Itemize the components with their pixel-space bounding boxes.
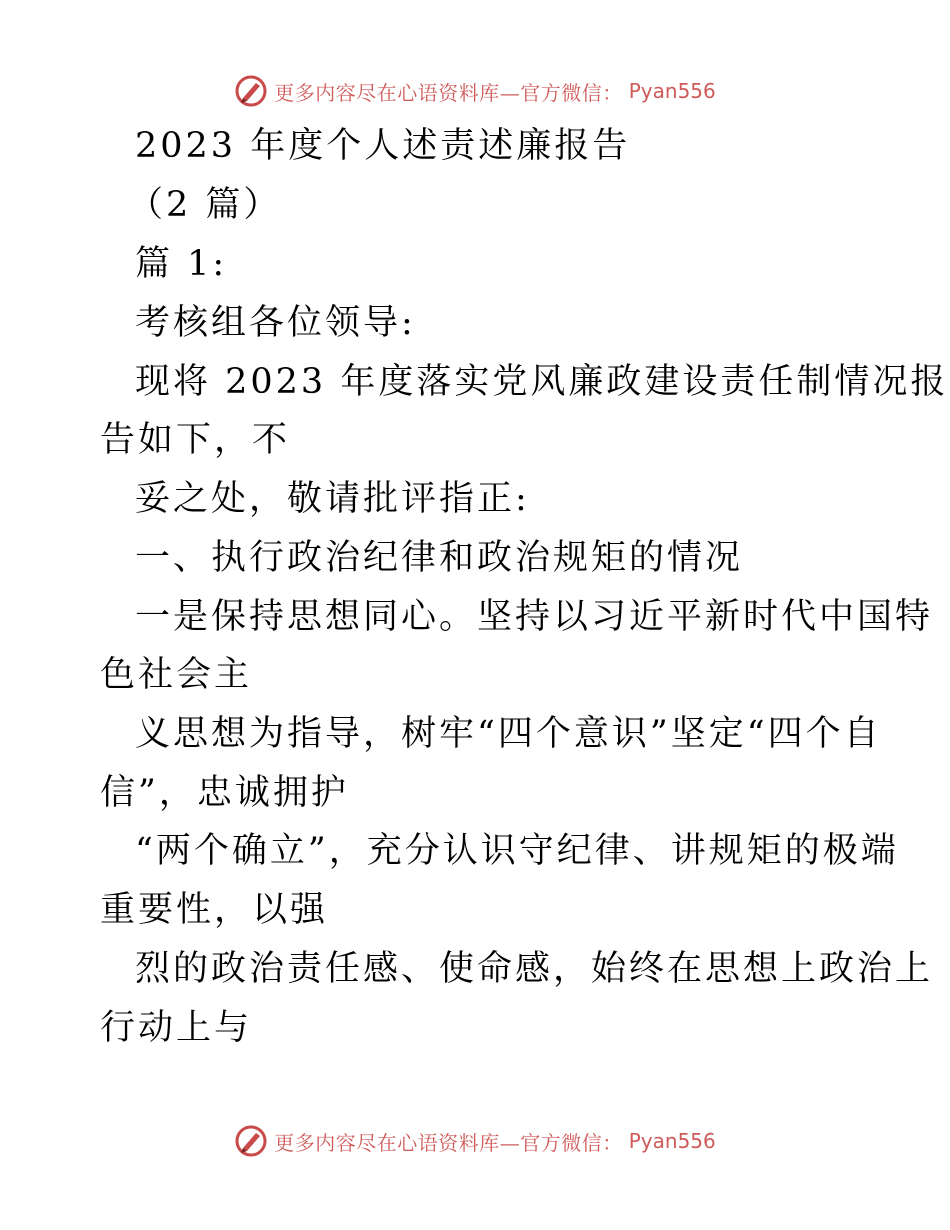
pen-circle-logo-icon	[234, 1124, 268, 1158]
paragraph-line: 行动上与	[100, 1008, 253, 1048]
watermark-wechat-id: Pyan556	[628, 79, 716, 103]
salutation: 考核组各位领导:	[135, 303, 416, 343]
paragraph-line: 妥之处，敬请批评指正:	[135, 479, 530, 519]
paragraph-line: 义思想为指导，树牢“四个意识”坚定“四个自	[135, 714, 882, 754]
paragraph-line: 重要性，以强	[100, 890, 329, 930]
paragraph-line: “两个确立”，充分认识守纪律、讲规矩的极端	[135, 831, 899, 871]
paragraph-line: 色社会主	[100, 655, 253, 695]
paragraph-line: 一是保持思想同心。坚持以习近平新时代中国特	[135, 597, 934, 637]
paragraph-line: 信”，忠诚拥护	[100, 773, 349, 813]
watermark-text: 更多内容尽在心语资料库—官方微信：	[274, 1130, 623, 1155]
pen-circle-logo-icon	[234, 74, 268, 108]
document-subtitle: （2 篇）	[128, 185, 282, 225]
footer-watermark	[0, 1121, 950, 1161]
paragraph-line: 告如下，不	[100, 420, 291, 460]
paragraph-line: 现将 2023 年度落实党风廉政建设责任制情况报	[135, 362, 949, 402]
section-heading: 篇 1:	[135, 244, 228, 284]
paragraph-line: 烈的政治责任感、使命感，始终在思想上政治上	[135, 949, 934, 989]
watermark-wechat-id: Pyan556	[628, 1129, 716, 1153]
watermark-text: 更多内容尽在心语资料库—官方微信：	[274, 80, 623, 105]
document-title: 2023 年度个人述责述廉报告	[135, 126, 631, 166]
subsection-heading: 一、执行政治纪律和政治规矩的情况	[135, 538, 744, 578]
header-watermark	[0, 71, 950, 111]
